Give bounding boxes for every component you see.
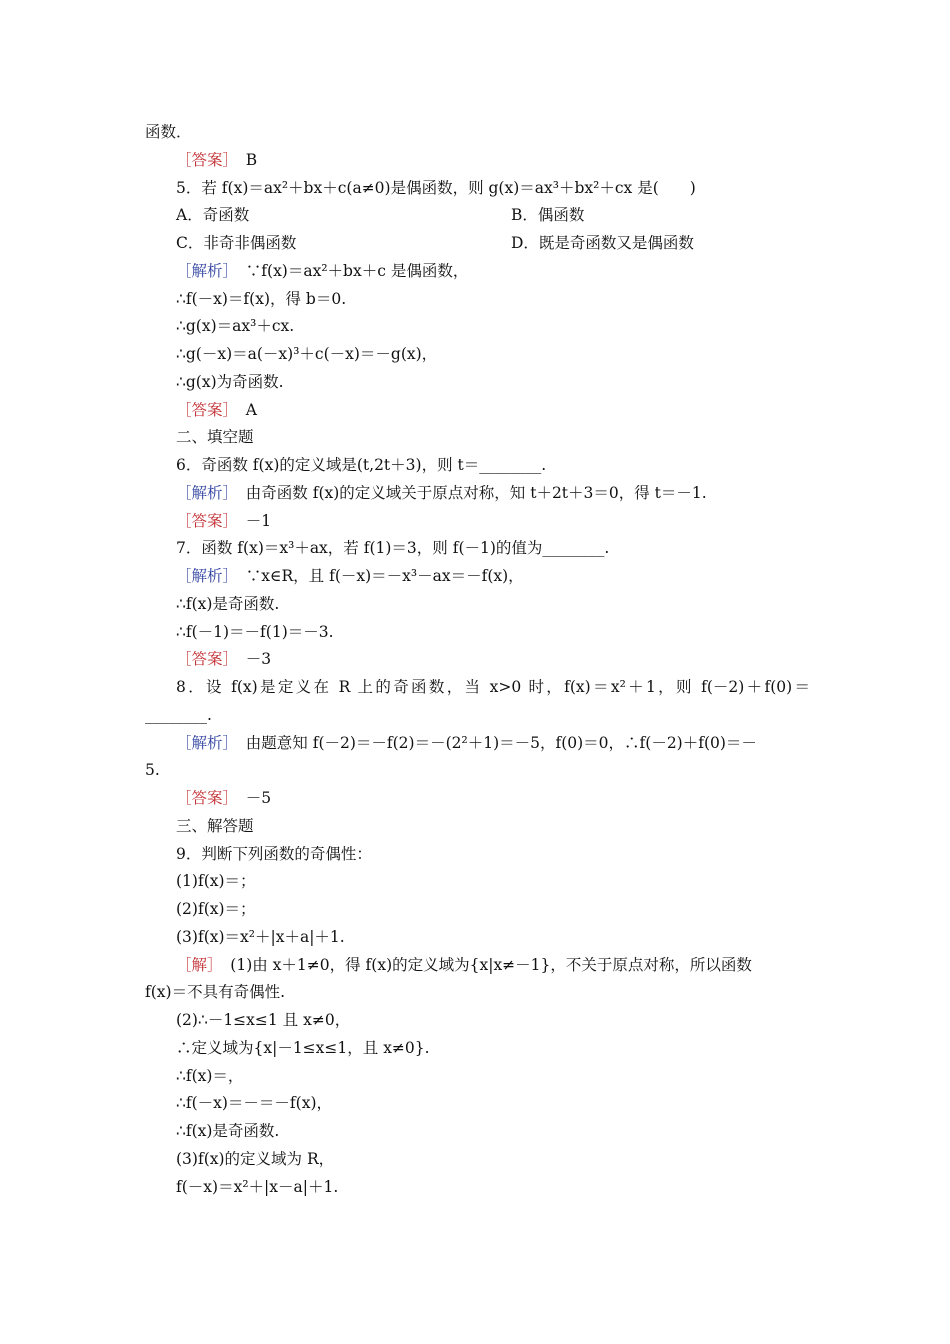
- text-line: ∴g(x)为奇函数.: [176, 372, 284, 391]
- text-line: ∴f(x)是奇函数.: [176, 594, 280, 613]
- text-line: ∴f(x)是奇函数.: [176, 1122, 280, 1140]
- analysis-tag: ［解析］: [176, 261, 231, 280]
- document-page: [145, 119, 810, 1201]
- text-line: 5.: [145, 761, 160, 780]
- text-line: ∴f(－1)＝－f(1)＝－3.: [176, 622, 334, 641]
- answer-line: [145, 508, 810, 536]
- sub-question-3: (3)f(x)＝x²＋|x＋a|＋1.: [176, 927, 345, 946]
- option-c: C．非奇非偶函数: [176, 234, 297, 252]
- text-line: ∴g(－x)＝a(－x)³＋c(－x)＝－g(x)，: [176, 345, 438, 363]
- analysis-text: 由题意知 f(－2)＝－f(2)＝－(2²＋1)＝－5，f(0)＝0，∴f(－2)＋f(0)＝－: [245, 733, 757, 752]
- question-6: 6．奇函数 f(x)的定义域是(t,2t＋3)，则 t＝________.: [176, 456, 547, 474]
- solution-text: (1)由 x＋1≠0，得 f(x)的定义域为{x|x≠－1}，不关于原点对称，所以函数: [230, 955, 752, 974]
- text-line: f(－x)＝x²＋|x－a|＋1.: [176, 1177, 339, 1196]
- solution-line: [145, 952, 810, 980]
- answer-line: [145, 397, 810, 425]
- text-line: ∴f(－x)＝－＝－f(x)，: [176, 1094, 333, 1113]
- analysis-text: ∵x∈R，且 f(－x)＝－x³－ax＝－f(x)，: [245, 567, 524, 585]
- analysis-line: [145, 730, 810, 758]
- answer-tag: ［答案］: [176, 789, 231, 807]
- options-row-1: [145, 202, 810, 230]
- sub-question-2: (2)f(x)＝；: [176, 900, 256, 918]
- text-line: ∴f(x)＝，: [176, 1066, 244, 1085]
- sub-question-1: (1)f(x)＝；: [176, 872, 256, 891]
- answer-value: －3: [245, 650, 272, 669]
- answer-value: －1: [245, 511, 272, 530]
- question-8-blank: ________.: [145, 705, 212, 724]
- text-line: (3)f(x)的定义域为 R，: [176, 1149, 335, 1168]
- text-line: f(x)＝不具有奇偶性.: [145, 983, 286, 1002]
- answer-line: [145, 785, 810, 813]
- text-line: (2)∴－1≤x≤1 且 x≠0，: [176, 1011, 351, 1029]
- section-heading: 二、填空题: [176, 428, 254, 447]
- analysis-text: ∵f(x)＝ax²＋bx＋c 是偶函数，: [245, 261, 469, 280]
- question-5: 5．若 f(x)＝ax²＋bx＋c(a≠0)是偶函数，则 g(x)＝ax³＋bx²＋cx 是( ): [176, 178, 696, 197]
- answer-value: －5: [245, 789, 272, 807]
- text-line: ∴g(x)＝ax³＋cx.: [176, 317, 295, 336]
- text-line: ∴定义域为{x|－1≤x≤1，且 x≠0}.: [176, 1038, 430, 1057]
- analysis-line: [145, 258, 810, 286]
- section-heading: 三、解答题: [176, 816, 254, 835]
- options-row-2: [145, 230, 810, 258]
- option-d: D．既是奇函数又是偶函数: [511, 234, 694, 252]
- option-b: B．偶函数: [511, 206, 585, 225]
- analysis-text: 由奇函数 f(x)的定义域关于原点对称，知 t＋2t＋3＝0，得 t＝－1.: [245, 483, 707, 502]
- analysis-tag: ［解析］: [176, 567, 231, 585]
- answer-value: A: [245, 400, 257, 419]
- text-line: ∴f(－x)＝f(x)，得 b＝0.: [176, 289, 347, 308]
- analysis-tag: ［解析］: [176, 733, 231, 752]
- answer-tag: ［答案］: [176, 400, 231, 419]
- analysis-line: [145, 563, 810, 591]
- option-a: A．奇函数: [176, 206, 250, 225]
- answer-tag: ［答案］: [176, 650, 231, 669]
- answer-tag: ［答案］: [176, 511, 231, 530]
- answer-tag: ［答案］: [176, 150, 231, 169]
- solution-tag: ［解］: [176, 955, 215, 974]
- answer-value: B: [245, 150, 258, 169]
- answer-line: [145, 646, 810, 674]
- analysis-tag: ［解析］: [176, 483, 231, 502]
- question-8: 8．设 f(x)是定义在 R 上的奇函数，当 x>0 时，f(x)＝x²＋1，则 f(－2)＋f(0)＝: [176, 678, 810, 696]
- analysis-line: [145, 480, 810, 508]
- question-9: 9．判断下列函数的奇偶性：: [176, 844, 372, 863]
- text-line: 函数．: [145, 123, 192, 141]
- answer-line: [145, 147, 810, 175]
- question-7: 7．函数 f(x)＝x³＋ax，若 f(1)＝3，则 f(－1)的值为________.: [176, 539, 610, 558]
